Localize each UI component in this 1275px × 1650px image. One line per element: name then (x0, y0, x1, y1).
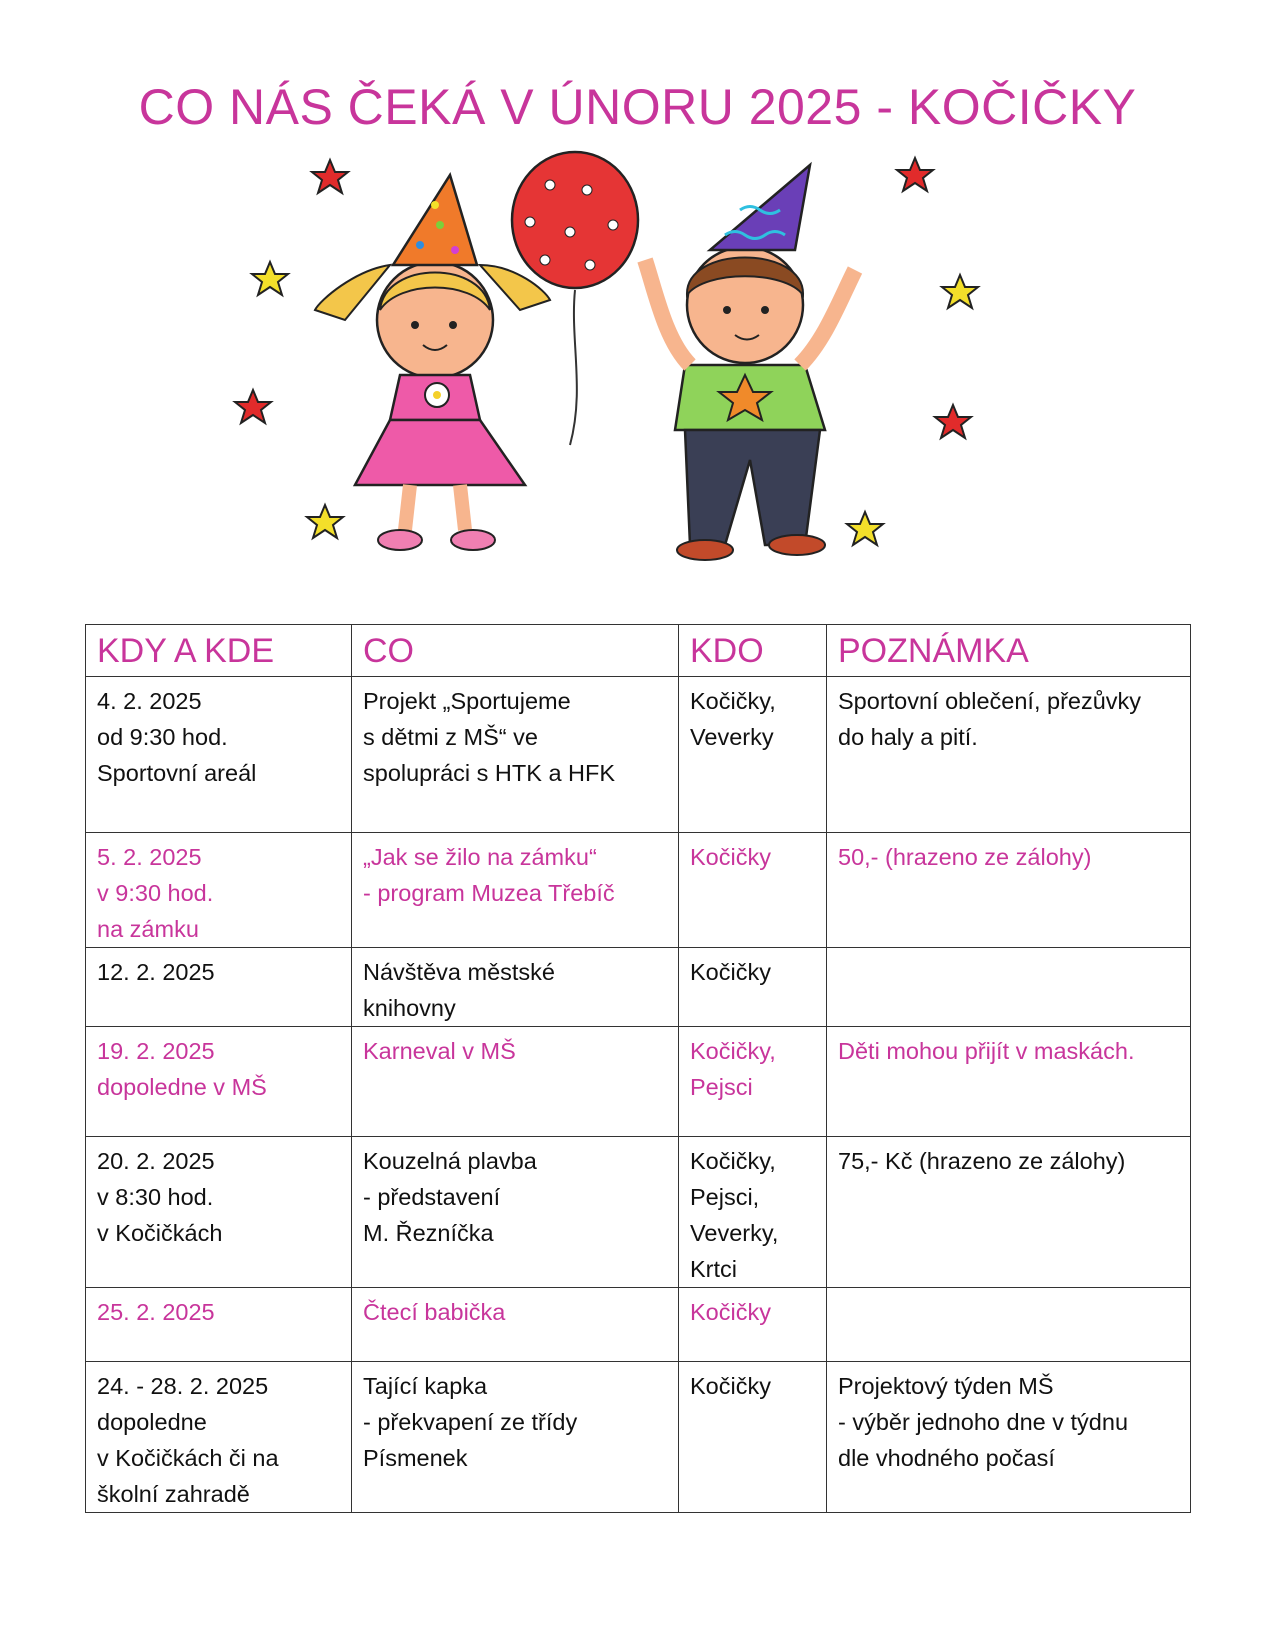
star-icon (252, 262, 288, 295)
table-row (86, 677, 1191, 833)
cell-who: Kočičky, Pejsci, Veverky, Krtci (679, 1137, 827, 1288)
header-when: KDY A KDE (86, 625, 352, 677)
cell-who: Kočičky (679, 1288, 827, 1362)
star-icon (935, 405, 971, 438)
table-row (86, 1027, 1191, 1137)
table-header-row (86, 625, 1191, 677)
table-row (86, 1288, 1191, 1362)
cell-when: 19. 2. 2025 dopoledne v MŠ (86, 1027, 352, 1137)
schedule-table (85, 624, 1191, 1513)
cell-what: Návštěva městské knihovny (352, 948, 679, 1027)
cell-what: Čtecí babička (352, 1288, 679, 1362)
cell-note (827, 1288, 1191, 1362)
table-row (86, 1137, 1191, 1288)
cell-note: Děti mohou přijít v maskách. (827, 1027, 1191, 1137)
cell-note (827, 948, 1191, 1027)
cell-when: 20. 2. 2025 v 8:30 hod. v Kočičkách (86, 1137, 352, 1288)
cell-what: Kouzelná plavba - představení M. Řezníčka (352, 1137, 679, 1288)
table-row (86, 833, 1191, 948)
star-icon (897, 158, 933, 191)
page-title: CO NÁS ČEKÁ V ÚNORU 2025 - KOČIČKY (138, 79, 1137, 135)
cell-who: Kočičky, Pejsci (679, 1027, 827, 1137)
header-note: POZNÁMKA (827, 625, 1191, 677)
cell-what: Tající kapka - překvapení ze třídy Písmenek (352, 1362, 679, 1513)
star-icon (235, 390, 271, 423)
cell-what: Projekt „Sportujeme s dětmi z MŠ“ ve spolupráci s HTK a HFK (352, 677, 679, 833)
cell-when: 24. - 28. 2. 2025 dopoledne v Kočičkách či na školní zahradě (86, 1362, 352, 1513)
table-row (86, 1362, 1191, 1513)
cell-when: 4. 2. 2025 od 9:30 hod. Sportovní areál (86, 677, 352, 833)
cell-note: Sportovní oblečení, přezůvky do haly a pití. (827, 677, 1191, 833)
star-icon (942, 275, 978, 308)
cell-what: Karneval v MŠ (352, 1027, 679, 1137)
star-icon (847, 512, 883, 545)
cell-who: Kočičky, Veverky (679, 677, 827, 833)
party-kids-illustration (225, 150, 1045, 590)
cell-note: 75,- Kč (hrazeno ze zálohy) (827, 1137, 1191, 1288)
boy-figure (645, 165, 855, 560)
cell-when: 12. 2. 2025 (86, 948, 352, 1027)
star-icon (312, 160, 348, 193)
cell-when: 25. 2. 2025 (86, 1288, 352, 1362)
cell-who: Kočičky (679, 948, 827, 1027)
cell-who: Kočičky (679, 833, 827, 948)
cell-note: 50,- (hrazeno ze zálohy) (827, 833, 1191, 948)
cell-when: 5. 2. 2025 v 9:30 hod. na zámku (86, 833, 352, 948)
cell-who: Kočičky (679, 1362, 827, 1513)
cell-note: Projektový týden MŠ - výběr jednoho dne v týdnu dle vhodného počasí (827, 1362, 1191, 1513)
header-what: CO (352, 625, 679, 677)
header-who: KDO (679, 625, 827, 677)
star-icon (307, 505, 343, 538)
table-row (86, 948, 1191, 1027)
cell-what: „Jak se žilo na zámku“ - program Muzea Třebíč (352, 833, 679, 948)
